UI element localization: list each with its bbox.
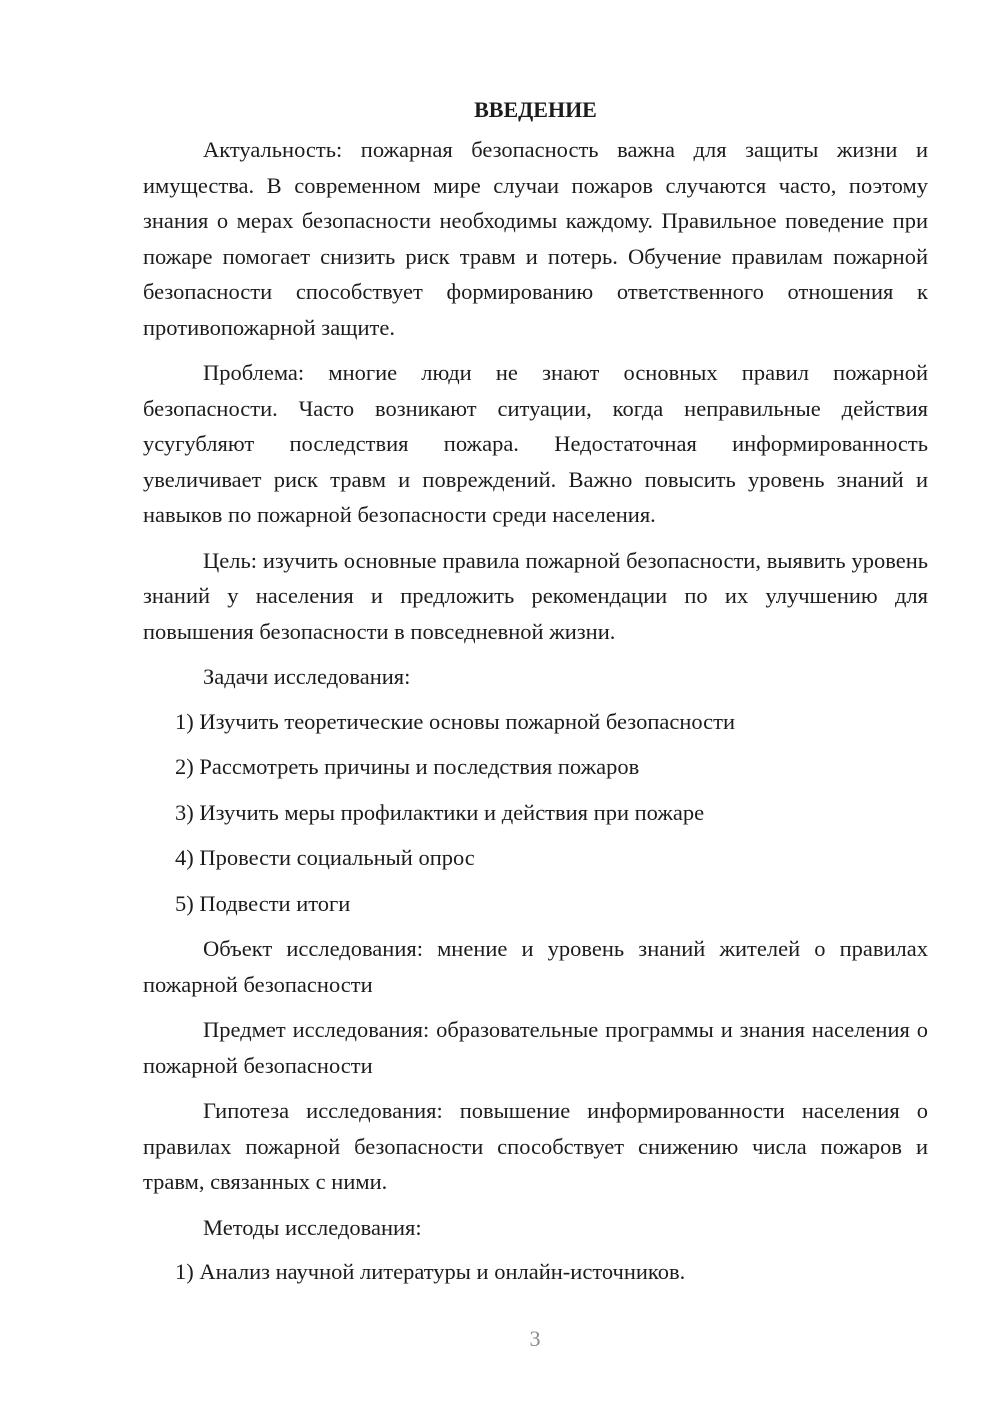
methods-heading: Методы исследования: [203,1214,422,1240]
problem-paragraph: Проблема: многие люди не знают основных правил пожарной безопасности. Часто возникают ситуации, когда неправильные действия усугубляют последствия пожара. Недостаточная информированность увеличивает риск травм и повреждений. Важно повысить уровень знаний и навыков по пожарной безопасности среди населения. [143,360,928,527]
method-item: 1) Анализ научной литературы и онлайн-источников. [175,1259,686,1284]
subject-paragraph: Предмет исследования: образовательные программы и знания населения о пожарной безопасности [143,1017,928,1078]
relevance-paragraph: Актуальность: пожарная безопасность важна для защиты жизни и имущества. В современном мире случаи пожаров случаются часто, поэтому знания о мерах безопасности необходимы каждому. Правильное поведение при пожаре помогает снизить риск травм и потерь. Обучение правилам пожарной безопасности способствует формированию ответственного отношения к противопожарной защите. [143,137,928,340]
tasks-heading: Задачи исследования: [203,664,411,689]
section-title: ВВЕДЕНИЕ [474,97,597,122]
object-paragraph: Объект исследования: мнение и уровень знаний жителей о правилах пожарной безопасности [143,936,928,997]
page-number: 3 [529,1326,541,1351]
goal-paragraph: Цель: изучить основные правила пожарной безопасности, выявить уровень знаний у населения и предложить рекомендации по их улучшению для повышения безопасности в повседневной жизни. [143,547,928,644]
task-item: 4) Провести социальный опрос [175,845,475,870]
document-page [143,92,928,1300]
task-item: 3) Изучить меры профилактики и действия при пожаре [175,799,705,825]
task-item: 1) Изучить теоретические основы пожарной безопасности [175,708,736,734]
task-item: 2) Рассмотреть причины и последствия пожаров [175,754,640,779]
task-item: 5) Подвести итоги [175,890,351,916]
hypothesis-paragraph: Гипотеза исследования: повышение информированности населения о правилах пожарной безопасности способствует снижению числа пожаров и травм, связанных с ними. [143,1098,928,1194]
